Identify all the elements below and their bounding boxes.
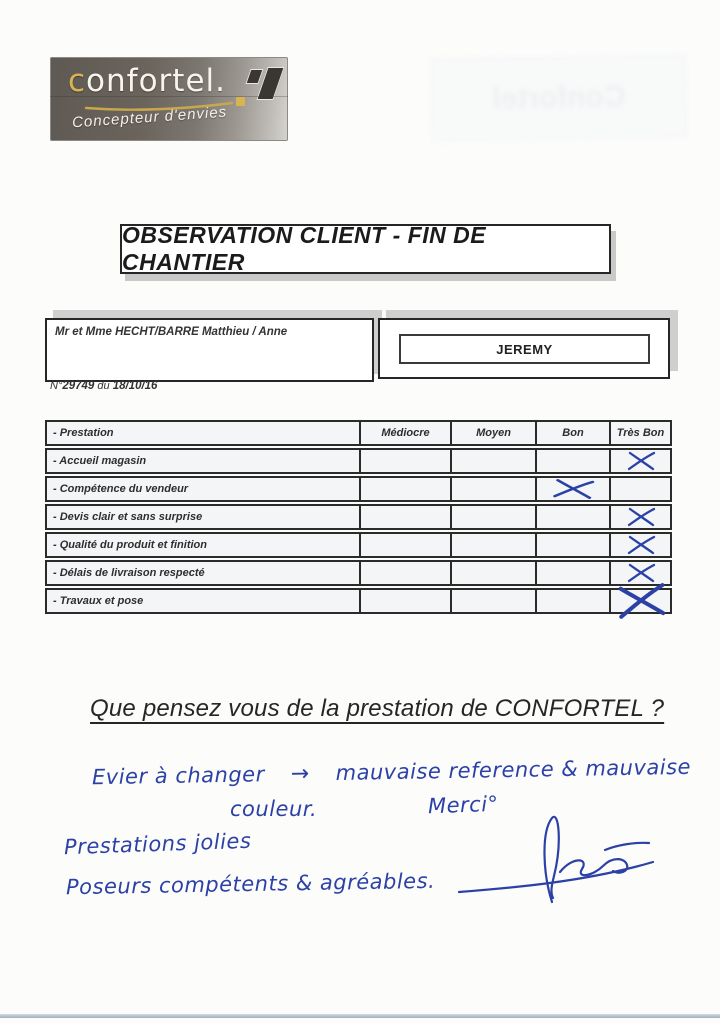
form-title: OBSERVATION CLIENT - FIN DE CHANTIER xyxy=(122,222,487,275)
rating-cell-bon xyxy=(535,534,609,556)
advisor-name: JEREMY xyxy=(496,341,553,357)
rating-cell-tres-bon xyxy=(609,478,670,500)
handwritten-line-1-left: Evier à changer xyxy=(91,762,265,790)
rating-cell-bon xyxy=(535,590,609,612)
rating-cell-mediocre xyxy=(359,562,450,584)
column-header-prestation: - Prestation xyxy=(53,427,114,439)
prestation-label: - Travaux et pose xyxy=(53,595,144,607)
prestation-label: - Délais de livraison respecté xyxy=(53,567,205,579)
handwritten-merci: Merci° xyxy=(427,791,499,819)
order-prefix: N° xyxy=(50,380,63,392)
logo-tagline: Concepteur d'envies xyxy=(71,103,228,132)
advisor-box xyxy=(378,318,670,379)
advisor-name-box xyxy=(399,334,650,364)
rating-cell-moyen xyxy=(450,562,535,584)
rating-cell-tres-bon xyxy=(609,590,670,612)
rating-cell-bon xyxy=(535,450,609,472)
column-header-tres-bon: Très Bon xyxy=(609,422,670,444)
rating-cell-tres-bon xyxy=(609,534,670,556)
table-row xyxy=(45,560,672,586)
x-mark-icon xyxy=(624,506,658,528)
bleedthrough-ghost: Confortel xyxy=(429,53,688,143)
prestation-label: - Compétence du vendeur xyxy=(53,483,189,495)
x-mark-icon xyxy=(624,534,658,556)
handwritten-line-1-right: mauvaise reference & mauvaise xyxy=(335,754,692,785)
rating-cell-moyen xyxy=(450,506,535,528)
client-name-box xyxy=(45,318,374,382)
x-mark-icon xyxy=(624,450,658,472)
rating-cell-moyen xyxy=(450,534,535,556)
column-header-mediocre: Médiocre xyxy=(359,422,450,444)
prestation-label: - Accueil magasin xyxy=(53,455,147,467)
x-mark-icon xyxy=(547,477,598,501)
signature xyxy=(455,812,660,907)
rating-cell-mediocre xyxy=(359,478,450,500)
logo-dot-icon xyxy=(236,97,245,106)
column-header-moyen: Moyen xyxy=(450,422,535,444)
ratings-table-body xyxy=(45,448,672,614)
table-row xyxy=(45,588,672,614)
client-name: Mr et Mme HECHT/BARRE Matthieu / Anne xyxy=(55,326,288,338)
ratings-table-header-row xyxy=(45,420,672,446)
table-row xyxy=(45,532,672,558)
rating-cell-mediocre xyxy=(359,534,450,556)
form-title-box xyxy=(120,224,611,274)
arrow-glyph: → xyxy=(290,761,310,787)
x-mark-icon xyxy=(609,579,672,623)
order-number-line xyxy=(50,380,157,392)
prestation-label: - Devis clair et sans surprise xyxy=(53,511,203,523)
logo-rest: onfortel. xyxy=(86,63,226,99)
table-row xyxy=(45,476,672,502)
order-number: 29749 xyxy=(62,380,95,392)
ratings-table xyxy=(45,420,672,616)
order-du: du xyxy=(94,380,113,392)
order-date: 18/10/16 xyxy=(112,380,158,392)
table-row xyxy=(45,448,672,474)
rating-cell-moyen xyxy=(450,590,535,612)
rating-cell-bon xyxy=(535,562,609,584)
handwritten-line-4: Poseurs compétents & agréables. xyxy=(65,868,436,900)
rating-cell-tres-bon xyxy=(609,506,670,528)
handwritten-line-3: Prestations jolies xyxy=(63,828,252,860)
logo-initial: c xyxy=(68,63,87,99)
handwritten-line-2: couleur. xyxy=(230,797,318,821)
rating-cell-bon xyxy=(535,506,609,528)
column-header-bon: Bon xyxy=(535,422,609,444)
rating-cell-moyen xyxy=(450,450,535,472)
logo-wordmark xyxy=(68,63,226,99)
handwritten-line-1 xyxy=(92,755,691,790)
confortel-logo xyxy=(50,57,288,141)
rating-cell-mediocre xyxy=(359,450,450,472)
rating-cell-tres-bon xyxy=(609,450,670,472)
rating-cell-moyen xyxy=(450,478,535,500)
logo-slash-icon xyxy=(245,69,263,84)
rating-cell-mediocre xyxy=(359,506,450,528)
scan-edge-artifact xyxy=(0,1014,720,1018)
prestation-label: - Qualité du produit et finition xyxy=(53,539,207,551)
rating-cell-mediocre xyxy=(359,590,450,612)
table-row xyxy=(45,504,672,530)
question-heading: Que pensez vous de la prestation de CONFORTEL ? xyxy=(90,695,665,722)
rating-cell-bon xyxy=(535,478,609,500)
